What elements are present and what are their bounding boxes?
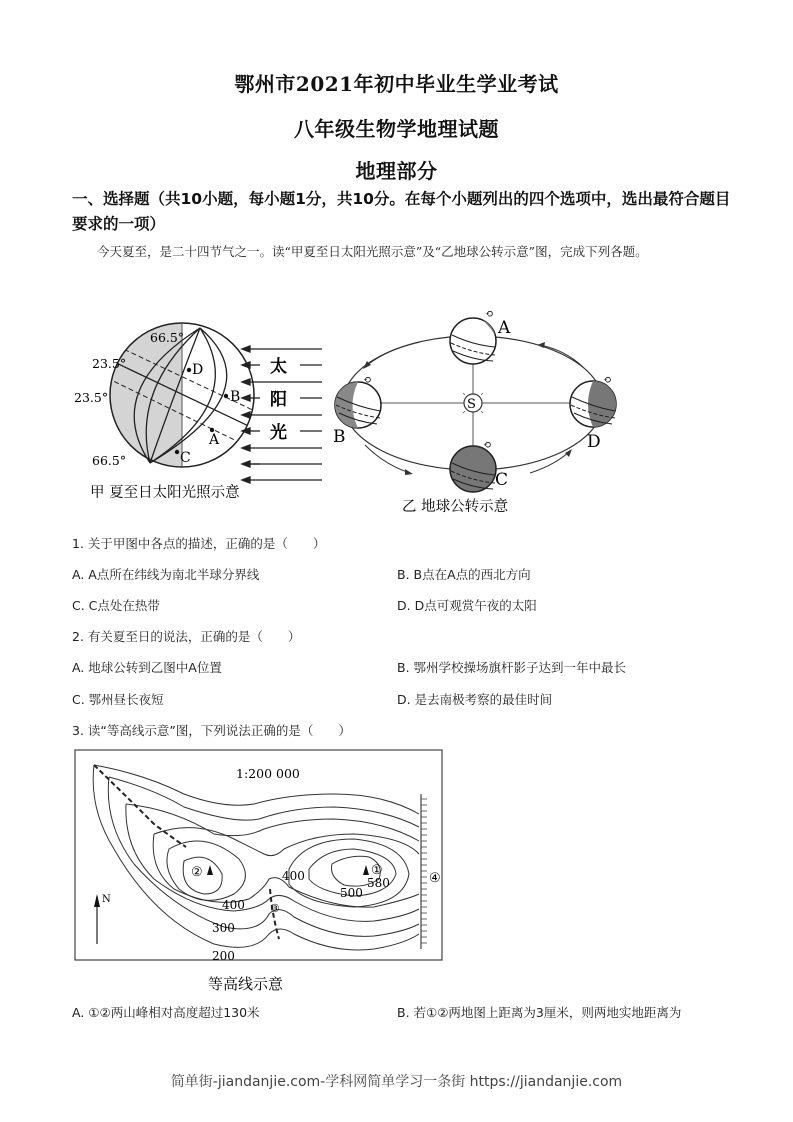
globe-b	[333, 375, 381, 447]
question-2-stem: 2. 有关夏至日的说法，正确的是（ ）	[72, 629, 301, 644]
svg-text:A: A	[498, 318, 511, 338]
question-2-option-d[interactable]: D. 是去南极考察的最佳时间	[397, 692, 553, 707]
point-d: D	[192, 362, 204, 378]
contour-diagram	[74, 749, 444, 997]
elev-300: 300	[212, 921, 235, 935]
svg-text:⟲: ⟲	[485, 309, 494, 320]
contour-caption: 等高线示意	[208, 975, 284, 993]
figure-contour-map	[74, 749, 444, 997]
point-a: A	[209, 432, 220, 448]
sun-char-1: 太	[270, 357, 287, 377]
figure-earth-revolution	[325, 305, 625, 520]
elev-500: 500	[340, 886, 363, 900]
svg-text:66.5°: 66.5°	[92, 453, 127, 468]
globe-d	[570, 375, 616, 452]
question-2-option-c[interactable]: C. 鄂州昼长夜短	[72, 692, 164, 707]
label-3: ③	[270, 902, 280, 915]
question-1-stem: 1. 关于甲图中各点的描述，正确的是（ ）	[72, 536, 326, 551]
svg-text:C: C	[495, 470, 509, 490]
svg-text:⟲: ⟲	[483, 440, 492, 451]
question-2-option-b[interactable]: B. 鄂州学校操场旗杆影子达到一年中最长	[397, 660, 627, 675]
exam-title: 鄂州市2021年初中毕业生学业考试	[234, 72, 559, 96]
question-1-option-c[interactable]: C. C点处在热带	[72, 598, 160, 613]
elev-400-left: 400	[222, 898, 245, 912]
sun-char-3: 光	[270, 423, 287, 443]
globe-a	[450, 309, 511, 364]
intro-paragraph: 今天夏至，是二十四节气之一。读“甲夏至日太阳光照示意”及“乙地球公转示意”图，完成下列各题。	[97, 244, 648, 259]
svg-text:23.5°: 23.5°	[92, 356, 127, 371]
svg-text:⟲: ⟲	[363, 375, 372, 386]
question-1-option-b[interactable]: B. B点在A点的西北方向	[397, 567, 531, 582]
elev-200: 200	[212, 949, 235, 963]
point-b: B	[230, 389, 241, 405]
figure-yi-caption: 乙 地球公转示意	[402, 499, 509, 515]
svg-text:S: S	[467, 397, 476, 412]
elev-580: 580	[367, 876, 390, 890]
label-1: ①	[371, 863, 383, 878]
svg-text:N: N	[102, 894, 111, 905]
question-3-option-a[interactable]: A. ①②两山峰相对高度超过130米	[72, 1005, 260, 1020]
svg-text:23.5°: 23.5°	[74, 390, 109, 405]
exam-subtitle: 八年级生物学地理试题	[294, 117, 499, 141]
orbit-diagram	[325, 305, 625, 520]
point-c: C	[180, 450, 191, 466]
section-title: 地理部分	[355, 159, 438, 183]
elev-400-right: 400	[282, 869, 305, 883]
sun-char-2: 阳	[270, 390, 287, 410]
question-1-option-d[interactable]: D. D点可观赏午夜的太阳	[397, 598, 537, 613]
svg-text:⟲: ⟲	[603, 375, 612, 386]
svg-text:B: B	[333, 427, 346, 447]
section-heading: 一、选择题（共10小题，每小题1分，共10分。在每个小题列出的四个选项中，选出最符合题目要求的一项）	[72, 190, 731, 233]
figure-summer-solstice-illumination	[72, 320, 322, 505]
globe-c	[450, 440, 508, 492]
question-3-option-b[interactable]: B. 若①②两地图上距离为3厘米，则两地实地距离为	[397, 1005, 682, 1020]
figure-jia-caption: 甲 夏至日太阳光照示意	[90, 485, 240, 501]
label-2: ②	[191, 865, 203, 880]
footer-watermark: 简单街-jiandanjie.com-学科网简单学习一条街 https://jiandanjie.com	[170, 1074, 623, 1090]
question-2-option-a[interactable]: A. 地球公转到乙图中A位置	[72, 660, 222, 675]
label-4: ④	[429, 871, 441, 886]
question-1-option-a[interactable]: A. A点所在纬线为南北半球分界线	[72, 567, 260, 582]
globe-diagram	[72, 320, 322, 505]
question-3-stem: 3. 读“等高线示意”图，下列说法正确的是（ ）	[72, 723, 351, 738]
map-scale: 1:200 000	[236, 766, 300, 781]
svg-text:D: D	[587, 432, 601, 452]
svg-text:66.5°: 66.5°	[150, 330, 185, 345]
